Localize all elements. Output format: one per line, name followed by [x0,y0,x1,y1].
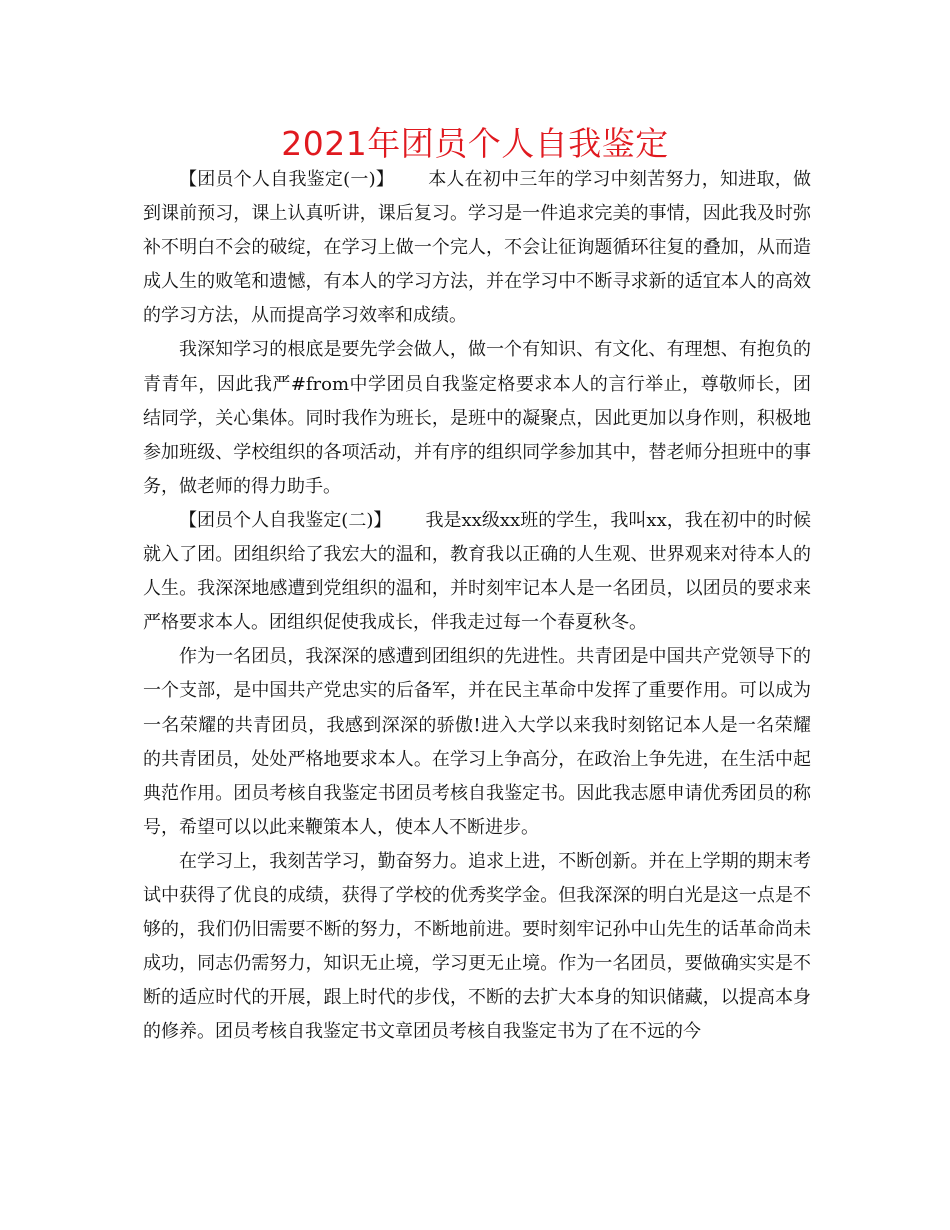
document-body [143,163,811,1049]
section2-paragraph-2: 作为一名团员，我深深的感遭到团组织的先进性。共青团是中国共产党领导下的一个支部，是中国共产党忠实的后备军，并在民主革命中发挥了重要作用。可以成为一名荣耀的共青团员，我感到深深的骄傲!进入大学以来我时刻铭记本人是一名荣耀的共青团员，处处严格地要求本人。在学习上争高分，在政治上争先进，在生活中起典范作用。团员考核自我鉴定书团员考核自我鉴定书。因此我志愿申请优秀团员的称号，希望可以以此来鞭策本人，使本人不断进步。 [143,646,811,838]
section1-paragraph-2: 我深知学习的根底是要先学会做人，做一个有知识、有文化、有理想、有抱负的青青年，因此我严#from中学团员自我鉴定格要求本人的言行举止，尊敬师长，团结同学，关心集体。同时我作为班长，是班中的凝聚点，因此更加以身作则，积极地参加班级、学校组织的各项活动，并有序的组织同学参加其中，替老师分担班中的事务，做老师的得力助手。 [143,339,811,497]
section1-heading: 【团员个人自我鉴定(一)】 [179,169,395,190]
section1-paragraph-1 [143,163,811,333]
section2-text-1: 我是xx级xx班的学生，我叫xx，我在初中的时候就入了团。团组织给了我宏大的温和，教育我以正确的人生观、世界观来对待本人的人生。我深深地感遭到党组织的温和，并时刻牢记本人是一名团员，以团员的要求来严格要求本人。团组织促使我成长，伴我走过每一个春夏秋冬。 [143,509,811,634]
section2-paragraph-1 [143,504,811,640]
section1-text-1: 本人在初中三年的学习中刻苦努力，知进取，做到课前预习，课上认真听讲，课后复习。学习是一件追求完美的事情，因此我及时弥补不明白不会的破绽，在学习上做一个完人，不会让征询题循环往复的叠加，从而造成人生的败笔和遗憾，有本人的学习方法，并在学习中不断寻求新的适宜本人的高效的学习方法，从而提高学习效率和成绩。 [143,169,812,327]
section2-paragraph-3: 在学习上，我刻苦学习，勤奋努力。追求上进，不断创新。并在上学期的期末考试中获得了优良的成绩，获得了学校的优秀奖学金。但我深深的明白光是这一点是不够的，我们仍旧需要不断的努力，不断地前进。要时刻牢记孙中山先生的话革命尚未成功，同志仍需努力，知识无止境，学习更无止境。作为一名团员，要做确实实是不断的适应时代的开展，跟上时代的步伐，不断的去扩大本身的知识储藏，以提高本身的修养。团员考核自我鉴定书文章团员考核自我鉴定书为了在不远的今 [143,850,811,1043]
section2-heading: 【团员个人自我鉴定(二)】 [179,509,392,531]
document-title: 2021年团员个人自我鉴定 [281,124,669,163]
